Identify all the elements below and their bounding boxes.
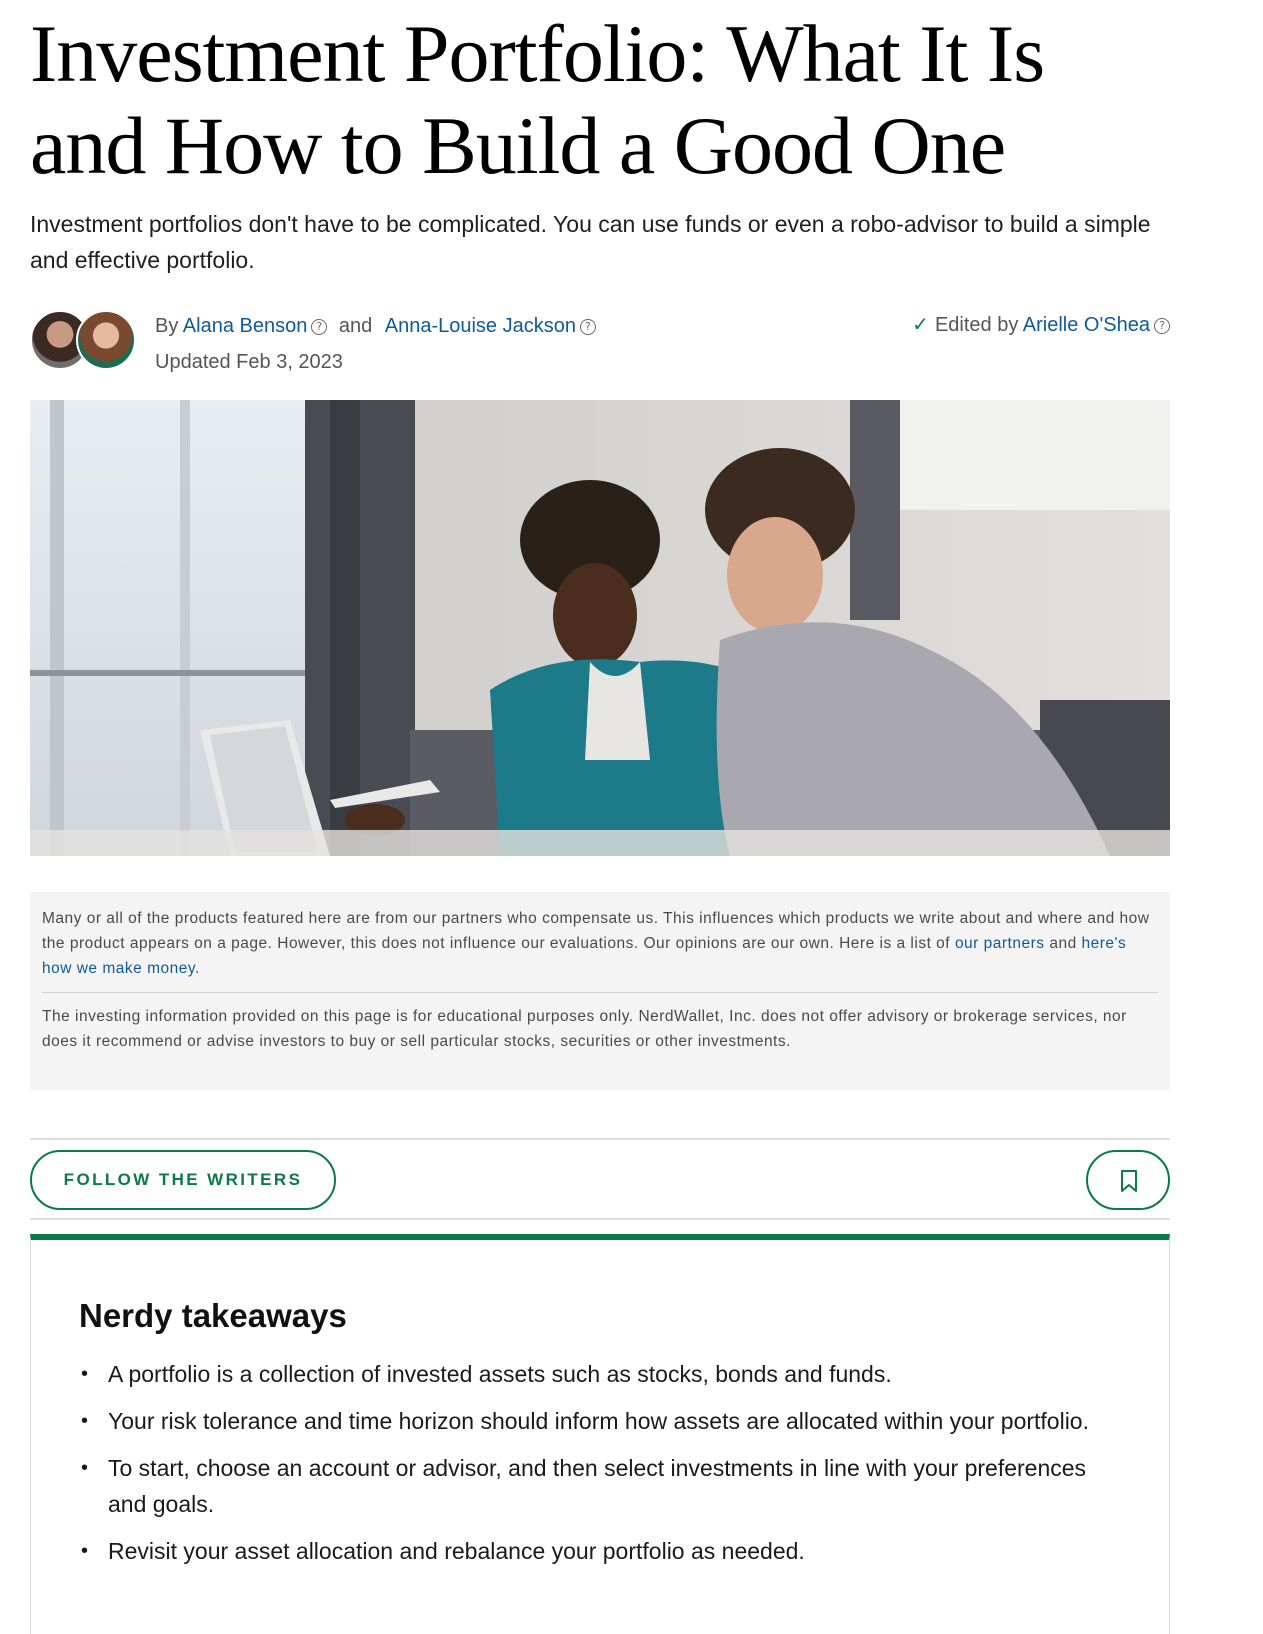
byline [30, 308, 1170, 378]
partner-disclosure-text: Many or all of the products featured here are from our partners who compensate us. This influences which products we write about and where and how the product appears on a page. However, this does not influence our evaluations. Our opinions are our own. Here is a list of [42, 910, 1150, 952]
author-line [155, 312, 596, 340]
nerdy-takeaways-box [30, 1234, 1170, 1634]
question-circle-icon[interactable]: ? [311, 319, 327, 335]
our-partners-link[interactable]: our partners [954, 935, 1045, 952]
edited-by [912, 310, 1170, 339]
updated-date: Updated Feb 3, 2023 [155, 351, 343, 373]
takeaways-list [79, 1356, 1099, 1580]
hero-image [30, 400, 1170, 856]
divider [42, 992, 1158, 993]
author-avatars [30, 310, 134, 370]
article-subtitle: Investment portfolios don't have to be complicated. You can use funds or even a robo-advisor to build a simple and effective portfolio. [30, 211, 1151, 273]
list-item: • Revisit your asset allocation and rebalance your portfolio as needed. [79, 1533, 1099, 1569]
author-link-anna-louise-jackson[interactable]: Anna-Louise Jackson [384, 315, 576, 337]
list-item: • A portfolio is a collection of invested assets such as stocks, bonds and funds. [79, 1356, 1099, 1392]
how-we-make-money-link[interactable]: here's how we make money [42, 935, 1127, 977]
divider [30, 1218, 1170, 1220]
edited-prefix: Edited by [934, 314, 1019, 336]
avatar[interactable] [76, 310, 136, 370]
bookmark-icon [1120, 1169, 1138, 1193]
editor-link-arielle-oshea[interactable]: Arielle O'Shea [1022, 314, 1150, 336]
hero-photo-illustration [30, 400, 1170, 856]
follow-writers-button[interactable]: FOLLOW THE WRITERS [30, 1150, 336, 1210]
question-circle-icon[interactable]: ? [580, 319, 596, 335]
period: . [194, 960, 200, 977]
checkmark-icon: ✓ [912, 312, 929, 336]
list-item: • Your risk tolerance and time horizon should inform how assets are allocated within your portfolio. [79, 1403, 1099, 1439]
bookmark-button[interactable] [1086, 1150, 1170, 1210]
list-item: • To start, choose an account or advisor, and then select investments in line with your preferences and goals. [79, 1450, 1099, 1522]
question-circle-icon[interactable]: ? [1154, 318, 1170, 334]
partner-disclosure [42, 906, 1158, 981]
disclosure-box [30, 892, 1170, 1090]
article-title: Investment Portfolio: What It Is and How to Build a Good One [30, 8, 1045, 191]
author-link-alana-benson[interactable]: Alana Benson [182, 315, 308, 337]
divider [30, 1138, 1170, 1140]
and-text: and [338, 315, 373, 337]
by-prefix: By [155, 315, 179, 337]
investing-disclaimer: The investing information provided on this page is for educational purposes only. NerdWallet, Inc. does not offer advisory or brokerage services, nor does it recommend or advise investors to buy or sell particular stocks, securities or other investments. [42, 1008, 1127, 1050]
and-text: and [1049, 935, 1077, 952]
takeaways-title: Nerdy takeaways [79, 1297, 347, 1334]
